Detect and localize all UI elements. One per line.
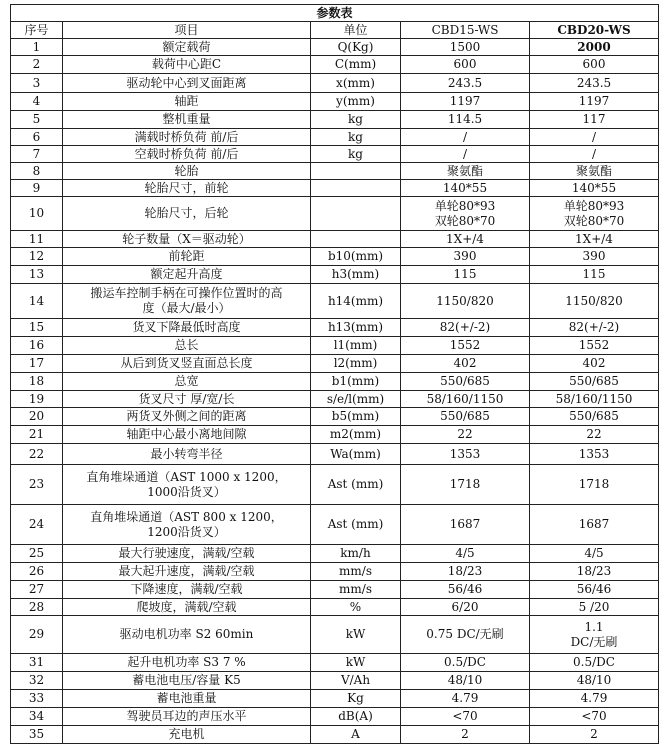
- row-unit: s/e/l(mm): [311, 391, 401, 408]
- row-number: 24: [11, 505, 63, 545]
- table-row: [11, 690, 659, 708]
- row-item: [63, 465, 311, 505]
- row-number: 12: [11, 248, 63, 266]
- row-number: 5: [11, 111, 63, 129]
- row-value-a: 82(+/-2): [401, 319, 530, 337]
- row-value-b: 1X+/4: [530, 231, 659, 248]
- row-value-b: 115: [530, 266, 659, 284]
- row-item: 最小转弯半径: [63, 444, 311, 465]
- row-number: 21: [11, 426, 63, 444]
- row-value-a: 1552: [401, 337, 530, 355]
- row-value-b: 2: [530, 726, 659, 744]
- row-item: 爬坡度，满载/空载: [63, 599, 311, 616]
- row-value-b-line: 双轮80*70: [563, 213, 625, 228]
- row-item: [63, 284, 311, 319]
- row-unit: mm/s: [311, 563, 401, 581]
- row-item: 从后到货叉竖直面总长度: [63, 355, 311, 373]
- row-number: 31: [11, 654, 63, 672]
- row-item: 轴距: [63, 93, 311, 111]
- row-unit: b1(mm): [311, 373, 401, 391]
- table-row: [11, 337, 659, 355]
- row-item: 满载时桥负荷 前/后: [63, 129, 311, 146]
- row-unit: Wa(mm): [311, 444, 401, 465]
- row-value-a: /: [401, 129, 530, 146]
- row-number: 8: [11, 163, 63, 180]
- table-row: [11, 599, 659, 616]
- table-row: [11, 39, 659, 56]
- table-row: [11, 545, 659, 563]
- row-value-a: 115: [401, 266, 530, 284]
- row-unit: x(mm): [311, 74, 401, 93]
- row-value-a: <70: [401, 708, 530, 726]
- row-number: 1: [11, 39, 63, 56]
- row-unit: kg: [311, 111, 401, 129]
- row-item: 前轮距: [63, 248, 311, 266]
- table-row: [11, 708, 659, 726]
- row-value-b: 1197: [530, 93, 659, 111]
- row-value-b: 4/5: [530, 545, 659, 563]
- row-number: 16: [11, 337, 63, 355]
- row-value-b: 1552: [530, 337, 659, 355]
- row-unit: A: [311, 726, 401, 744]
- row-value-a: 1718: [401, 465, 530, 505]
- row-item-line: 直角堆垛通道（AST 1000 x 1200，: [86, 469, 287, 484]
- row-value-b: 56/46: [530, 581, 659, 599]
- row-number: 17: [11, 355, 63, 373]
- row-number: 25: [11, 545, 63, 563]
- row-value-a: 550/685: [401, 373, 530, 391]
- header-unit: 单位: [311, 22, 401, 39]
- row-unit: kg: [311, 146, 401, 163]
- row-number: 9: [11, 180, 63, 197]
- row-number: 32: [11, 672, 63, 690]
- row-number: 11: [11, 231, 63, 248]
- row-number: 29: [11, 616, 63, 654]
- table-row: [11, 373, 659, 391]
- table-row: [11, 129, 659, 146]
- row-value-b: 600: [530, 56, 659, 74]
- row-value-a: 18/23: [401, 563, 530, 581]
- row-number: 13: [11, 266, 63, 284]
- row-item: 驱动轮中心到叉面距离: [63, 74, 311, 93]
- row-item: 轴距中心最小离地间隙: [63, 426, 311, 444]
- row-unit: Ast (mm): [311, 465, 401, 505]
- row-item-line: 搬运车控制手柄在可操作位置时的高: [90, 286, 283, 300]
- row-value-a: 1X+/4: [401, 231, 530, 248]
- row-number: 3: [11, 74, 63, 93]
- row-item: 总宽: [63, 373, 311, 391]
- table-row: [11, 319, 659, 337]
- row-item: 蓄电池电压/容量 K5: [63, 672, 311, 690]
- row-unit: Q(Kg): [311, 39, 401, 56]
- table-row: [11, 563, 659, 581]
- row-number: 15: [11, 319, 63, 337]
- row-value-a: 1353: [401, 444, 530, 465]
- row-value-b: 48/10: [530, 672, 659, 690]
- header-row: [11, 22, 659, 39]
- row-value-b: 1718: [530, 465, 659, 505]
- header-no: 序号: [11, 22, 63, 39]
- row-value-a: 1687: [401, 505, 530, 545]
- table-row: [11, 248, 659, 266]
- row-item: 驾驶员耳边的声压水平: [63, 708, 311, 726]
- row-item: 驱动电机功率 S2 60min: [63, 616, 311, 654]
- row-item: 载荷中心距C: [63, 56, 311, 74]
- row-item: 额定载荷: [63, 39, 311, 56]
- row-value-a: 0.5/DC: [401, 654, 530, 672]
- table-row: [11, 266, 659, 284]
- row-value-b: 550/685: [530, 373, 659, 391]
- table-row: [11, 355, 659, 373]
- row-item: 下降速度，满载/空载: [63, 581, 311, 599]
- row-unit: b5(mm): [311, 408, 401, 426]
- row-value-b: 390: [530, 248, 659, 266]
- row-unit: [311, 231, 401, 248]
- table-row: [11, 581, 659, 599]
- row-item: 货叉下降最低时高度: [63, 319, 311, 337]
- row-number: 33: [11, 690, 63, 708]
- row-value-a: 402: [401, 355, 530, 373]
- table-row: [11, 426, 659, 444]
- row-number: 28: [11, 599, 63, 616]
- row-item: 蓄电池重量: [63, 690, 311, 708]
- row-unit: [311, 197, 401, 231]
- table-row: [11, 231, 659, 248]
- row-value-b: 聚氨酯: [530, 163, 659, 180]
- table-row: [11, 465, 659, 505]
- row-value-b: <70: [530, 708, 659, 726]
- row-item-line: 直角堆垛通道（AST 800 x 1200，: [90, 509, 283, 524]
- row-value-b-line: 单轮80*93: [563, 198, 625, 213]
- row-value-a: 390: [401, 248, 530, 266]
- row-item: 最大行驶速度，满载/空载: [63, 545, 311, 563]
- row-number: 19: [11, 391, 63, 408]
- table-row: [11, 284, 659, 319]
- row-value-b: 140*55: [530, 180, 659, 197]
- row-unit: m2(mm): [311, 426, 401, 444]
- table-row: [11, 408, 659, 426]
- row-unit: [311, 163, 401, 180]
- row-value-a: 6/20: [401, 599, 530, 616]
- row-value-a: 聚氨酯: [401, 163, 530, 180]
- row-item: 充电机: [63, 726, 311, 744]
- table-row: [11, 146, 659, 163]
- row-value-a: 58/160/1150: [401, 391, 530, 408]
- row-unit: V/Ah: [311, 672, 401, 690]
- row-value-b: 550/685: [530, 408, 659, 426]
- table-row: [11, 111, 659, 129]
- row-value-b: 0.5/DC: [530, 654, 659, 672]
- row-value-b: 1353: [530, 444, 659, 465]
- table-row: [11, 56, 659, 74]
- row-number: 20: [11, 408, 63, 426]
- row-unit: mm/s: [311, 581, 401, 599]
- row-unit: kW: [311, 616, 401, 654]
- row-item-line: 1200沿货叉）: [147, 524, 226, 539]
- row-number: 27: [11, 581, 63, 599]
- row-item: 额定起升高度: [63, 266, 311, 284]
- row-value-b: 82(+/-2): [530, 319, 659, 337]
- row-value-a: 4.79: [401, 690, 530, 708]
- row-number: 26: [11, 563, 63, 581]
- row-unit: h13(mm): [311, 319, 401, 337]
- row-value-a: 2: [401, 726, 530, 744]
- row-unit: y(mm): [311, 93, 401, 111]
- row-value-b: 402: [530, 355, 659, 373]
- row-item: 整机重量: [63, 111, 311, 129]
- row-value-b: 22: [530, 426, 659, 444]
- row-value-a: 4/5: [401, 545, 530, 563]
- row-number: 2: [11, 56, 63, 74]
- row-value-a: 22: [401, 426, 530, 444]
- header-model-b: CBD20-WS: [530, 22, 659, 39]
- row-value-a: /: [401, 146, 530, 163]
- row-value-a-line: 单轮80*93: [434, 198, 496, 213]
- row-unit: [311, 180, 401, 197]
- row-item: 轮子数量（X＝驱动轮）: [63, 231, 311, 248]
- row-value-b: 1150/820: [530, 284, 659, 319]
- row-value-a: [401, 197, 530, 231]
- row-item: [63, 505, 311, 545]
- table-row: [11, 726, 659, 744]
- header-model-a: CBD15-WS: [401, 22, 530, 39]
- row-value-b: 117: [530, 111, 659, 129]
- row-value-b: 4.79: [530, 690, 659, 708]
- row-item: 轮胎: [63, 163, 311, 180]
- table-row: [11, 74, 659, 93]
- row-number: 6: [11, 129, 63, 146]
- row-unit: Ast (mm): [311, 505, 401, 545]
- row-item: 空载时桥负荷 前/后: [63, 146, 311, 163]
- row-number: 34: [11, 708, 63, 726]
- row-value-a: 0.75 DC/无刷: [401, 616, 530, 654]
- row-value-a: 1197: [401, 93, 530, 111]
- row-value-b-line: 1.1: [584, 619, 604, 634]
- row-value-a: 1500: [401, 39, 530, 56]
- row-value-a: 243.5: [401, 74, 530, 93]
- row-unit: C(mm): [311, 56, 401, 74]
- table-row: [11, 616, 659, 654]
- table-title: 参数表: [11, 5, 659, 22]
- header-item: 项目: [63, 22, 311, 39]
- row-value-b: 5 /20: [530, 599, 659, 616]
- row-value-b: [530, 616, 659, 654]
- row-number: 35: [11, 726, 63, 744]
- row-value-a: 114.5: [401, 111, 530, 129]
- row-value-a: 48/10: [401, 672, 530, 690]
- row-value-b: /: [530, 129, 659, 146]
- spec-table: [10, 4, 659, 744]
- row-value-a: 550/685: [401, 408, 530, 426]
- row-unit: km/h: [311, 545, 401, 563]
- row-unit: %: [311, 599, 401, 616]
- row-unit: kg: [311, 129, 401, 146]
- row-value-a-line: 双轮80*70: [434, 213, 496, 228]
- row-value-a: 600: [401, 56, 530, 74]
- table-row: [11, 391, 659, 408]
- row-unit: l1(mm): [311, 337, 401, 355]
- table-row: [11, 93, 659, 111]
- row-value-b: 18/23: [530, 563, 659, 581]
- table-row: [11, 505, 659, 545]
- row-value-b: [530, 197, 659, 231]
- row-unit: kW: [311, 654, 401, 672]
- row-value-a: 1150/820: [401, 284, 530, 319]
- spec-sheet: [10, 4, 658, 744]
- row-item: 轮胎尺寸，后轮: [63, 197, 311, 231]
- table-row: [11, 180, 659, 197]
- table-row: [11, 163, 659, 180]
- row-value-a: 140*55: [401, 180, 530, 197]
- table-row: [11, 444, 659, 465]
- table-row: [11, 197, 659, 231]
- row-value-b: 58/160/1150: [530, 391, 659, 408]
- row-number: 23: [11, 465, 63, 505]
- table-row: [11, 672, 659, 690]
- row-item: 最大起升速度，满载/空载: [63, 563, 311, 581]
- row-item-line: 1000沿货叉）: [147, 484, 226, 499]
- row-value-b-line: DC/无刷: [570, 634, 618, 649]
- row-unit: h3(mm): [311, 266, 401, 284]
- row-value-b: 243.5: [530, 74, 659, 93]
- row-number: 10: [11, 197, 63, 231]
- row-item: 两货叉外侧之间的距离: [63, 408, 311, 426]
- row-unit: l2(mm): [311, 355, 401, 373]
- row-unit: Kg: [311, 690, 401, 708]
- row-number: 7: [11, 146, 63, 163]
- row-item: 货叉尺寸 厚/宽/长: [63, 391, 311, 408]
- row-unit: h14(mm): [311, 284, 401, 319]
- row-number: 14: [11, 284, 63, 319]
- row-unit: dB(A): [311, 708, 401, 726]
- row-item-line: 度（最大/最小）: [142, 301, 231, 315]
- table-row: [11, 654, 659, 672]
- row-value-a: 56/46: [401, 581, 530, 599]
- row-number: 22: [11, 444, 63, 465]
- row-value-b: 1687: [530, 505, 659, 545]
- row-number: 18: [11, 373, 63, 391]
- row-number: 4: [11, 93, 63, 111]
- row-item: 总长: [63, 337, 311, 355]
- row-item: 起升电机功率 S3 7 %: [63, 654, 311, 672]
- row-item: 轮胎尺寸，前轮: [63, 180, 311, 197]
- row-value-b: /: [530, 146, 659, 163]
- row-value-b: 2000: [530, 39, 659, 56]
- row-unit: b10(mm): [311, 248, 401, 266]
